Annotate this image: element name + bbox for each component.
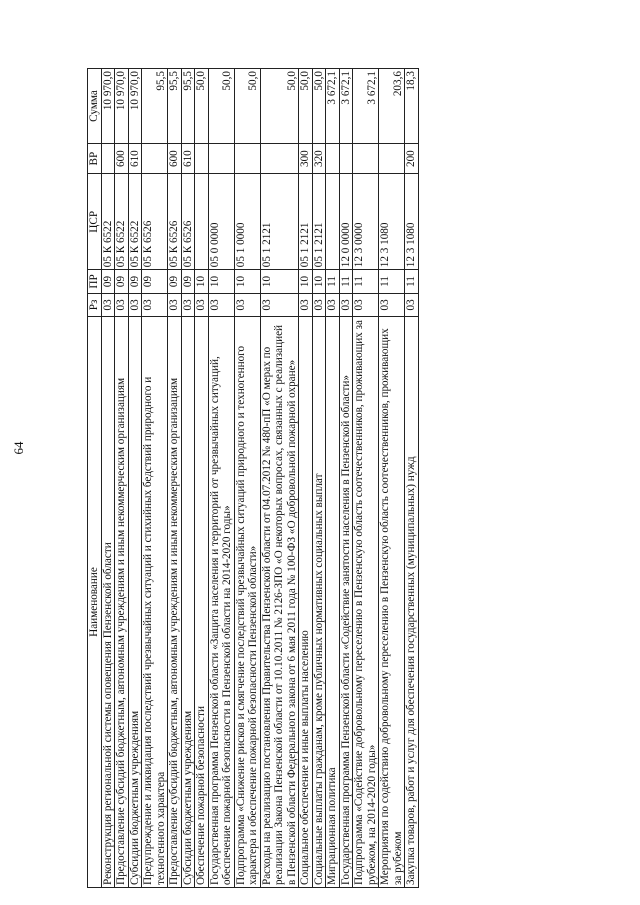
cell-pr: 09	[128, 270, 142, 293]
cell-sum: 95,5	[168, 69, 182, 144]
cell-vr: 320	[312, 143, 326, 173]
cell-sum: 95,5	[181, 69, 195, 144]
cell-name: Социальное обеспечение и иные выплаты населению	[299, 317, 313, 888]
cell-rz: 03	[181, 293, 195, 316]
table-row	[326, 69, 340, 888]
cell-name: Закупка товаров, работ и услуг для обеспечения государственных (муниципальных) нужд	[405, 317, 419, 888]
header-pr: ПР	[88, 270, 102, 293]
cell-sum: 50,0	[234, 69, 260, 144]
cell-name: Государственная программа Пензенской области «Содействие занятости населения в Пензенской области»	[339, 317, 353, 888]
cell-csr: 05 0 0000	[208, 174, 234, 270]
cell-name: Миграционная политика	[326, 317, 340, 888]
cell-vr: 600	[168, 143, 182, 173]
cell-sum: 3 672,1	[339, 69, 353, 144]
rotated-page	[87, 68, 567, 888]
cell-sum: 203,6	[379, 69, 405, 144]
cell-vr	[326, 143, 340, 173]
cell-sum: 50,0	[208, 69, 234, 144]
cell-vr	[208, 143, 234, 173]
cell-vr: 610	[181, 143, 195, 173]
cell-pr: 11	[353, 270, 379, 293]
cell-pr: 10	[260, 270, 299, 293]
cell-pr: 11	[379, 270, 405, 293]
cell-name: Подпрограмма «Содействие добровольному переселению в Пензенскую область соотечественников, проживающих за рубежом, на 2014-2020 годы»	[353, 317, 379, 888]
cell-sum: 50,0	[195, 69, 209, 144]
cell-rz: 03	[405, 293, 419, 316]
cell-sum: 18,3	[405, 69, 419, 144]
table-row	[405, 69, 419, 888]
cell-name: Предоставление субсидий бюджетным, автономным учреждениям и иным некоммерческим организациям	[115, 317, 129, 888]
table-row	[168, 69, 182, 888]
cell-vr	[379, 143, 405, 173]
cell-vr	[339, 143, 353, 173]
cell-csr: 05 К 6522	[128, 174, 142, 270]
table-row	[299, 69, 313, 888]
cell-csr: 05 К 6522	[115, 174, 129, 270]
table-row	[353, 69, 379, 888]
table-row	[312, 69, 326, 888]
cell-rz: 03	[101, 293, 115, 316]
cell-vr	[260, 143, 299, 173]
cell-csr: 12 0 0000	[339, 174, 353, 270]
header-sum: Сумма	[88, 69, 102, 144]
cell-csr: 05 К 6526	[168, 174, 182, 270]
table-header-row	[88, 69, 102, 888]
table-row	[260, 69, 299, 888]
cell-name: Субсидии бюджетным учреждениям	[128, 317, 142, 888]
cell-sum: 3 672,1	[326, 69, 340, 144]
cell-csr: 05 К 6526	[181, 174, 195, 270]
header-name: Наименование	[88, 317, 102, 888]
cell-csr: 05 К 6522	[101, 174, 115, 270]
table-row	[379, 69, 405, 888]
cell-vr	[101, 143, 115, 173]
cell-vr: 300	[299, 143, 313, 173]
header-rz: Рз	[88, 293, 102, 316]
cell-name: Обеспечение пожарной безопасности	[195, 317, 209, 888]
page-number: 64	[11, 441, 26, 455]
cell-sum: 10 970,0	[101, 69, 115, 144]
cell-csr: 12 3 1080	[379, 174, 405, 270]
cell-pr: 11	[405, 270, 419, 293]
cell-rz: 03	[128, 293, 142, 316]
cell-vr: 200	[405, 143, 419, 173]
cell-csr: 05 1 2121	[260, 174, 299, 270]
table-row	[234, 69, 260, 888]
cell-csr: 12 3 1080	[405, 174, 419, 270]
rotated-content	[87, 68, 567, 888]
cell-name: Расходы на реализацию постановления Правительства Пензенской области от 04.07.2012 № 480-пП «О мерах по реализации Закона Пензенской области от 10.10.2011 № 2126-ЗПО «О некоторых вопросах, связанных с реализацией в Пензенской области Федерального закона от 6 мая 2011 года № 100-ФЗ «О добровольной пожарной охране»	[260, 317, 299, 888]
table-row	[142, 69, 168, 888]
budget-table	[87, 68, 419, 888]
cell-rz: 03	[326, 293, 340, 316]
cell-pr: 11	[326, 270, 340, 293]
table-row	[115, 69, 129, 888]
header-csr: ЦСР	[88, 174, 102, 270]
table-row	[101, 69, 115, 888]
cell-pr: 10	[234, 270, 260, 293]
cell-sum: 50,0	[260, 69, 299, 144]
cell-sum: 3 672,1	[353, 69, 379, 144]
cell-sum: 10 970,0	[115, 69, 129, 144]
cell-name: Социальные выплаты гражданам, кроме публичных нормативных социальных выплат	[312, 317, 326, 888]
cell-rz: 03	[115, 293, 129, 316]
cell-sum: 95,5	[142, 69, 168, 144]
cell-rz: 03	[260, 293, 299, 316]
cell-pr: 09	[115, 270, 129, 293]
cell-csr	[326, 174, 340, 270]
cell-pr: 10	[208, 270, 234, 293]
cell-name: Предупреждение и ликвидация последствий чрезвычайных ситуаций и стихийных бедствий природного и техногенного характера	[142, 317, 168, 888]
cell-rz: 03	[299, 293, 313, 316]
cell-rz: 03	[168, 293, 182, 316]
cell-csr: 05 К 6526	[142, 174, 168, 270]
cell-csr: 05 1 2121	[312, 174, 326, 270]
header-vr: ВР	[88, 143, 102, 173]
cell-pr: 09	[101, 270, 115, 293]
table-row	[339, 69, 353, 888]
table-row	[208, 69, 234, 888]
cell-name: Подпрограмма «Снижение рисков и смягчение последствий чрезвычайных ситуаций природного и техногенного характера и обеспечение пожарной безопасности Пензенской области»	[234, 317, 260, 888]
cell-name: Предоставление субсидий бюджетным, автономным учреждениям и иным некоммерческим организациям	[168, 317, 182, 888]
table-body	[101, 69, 418, 888]
table-row	[181, 69, 195, 888]
table-row	[128, 69, 142, 888]
cell-pr: 09	[168, 270, 182, 293]
cell-sum: 50,0	[299, 69, 313, 144]
cell-rz: 03	[195, 293, 209, 316]
cell-rz: 03	[353, 293, 379, 316]
cell-vr: 600	[115, 143, 129, 173]
table-row	[195, 69, 209, 888]
cell-rz: 03	[379, 293, 405, 316]
cell-sum: 50,0	[312, 69, 326, 144]
cell-rz: 03	[339, 293, 353, 316]
cell-pr: 09	[181, 270, 195, 293]
cell-pr: 11	[339, 270, 353, 293]
cell-csr: 05 1 2121	[299, 174, 313, 270]
cell-pr: 09	[142, 270, 168, 293]
cell-rz: 03	[142, 293, 168, 316]
cell-pr: 10	[195, 270, 209, 293]
cell-name: Субсидии бюджетным учреждениям	[181, 317, 195, 888]
cell-csr	[195, 174, 209, 270]
cell-vr	[353, 143, 379, 173]
cell-rz: 03	[208, 293, 234, 316]
cell-name: Мероприятия по содействию добровольному переселению в Пензенскую область соотечественников, проживающих за рубежом	[379, 317, 405, 888]
cell-pr: 10	[299, 270, 313, 293]
cell-vr	[195, 143, 209, 173]
cell-vr	[234, 143, 260, 173]
cell-sum: 10 970,0	[128, 69, 142, 144]
cell-vr: 610	[128, 143, 142, 173]
cell-vr	[142, 143, 168, 173]
cell-name: Государственная программа Пензенской области «Защита населения и территорий от чрезвычайных ситуаций, обеспечение пожарной безопасности в Пензенской области на 2014-2020 годы»	[208, 317, 234, 888]
cell-name: Реконструкция региональной системы оповещения Пензенской области	[101, 317, 115, 888]
cell-csr: 12 3 0000	[353, 174, 379, 270]
cell-rz: 03	[312, 293, 326, 316]
cell-rz: 03	[234, 293, 260, 316]
cell-pr: 10	[312, 270, 326, 293]
cell-csr: 05 1 0000	[234, 174, 260, 270]
